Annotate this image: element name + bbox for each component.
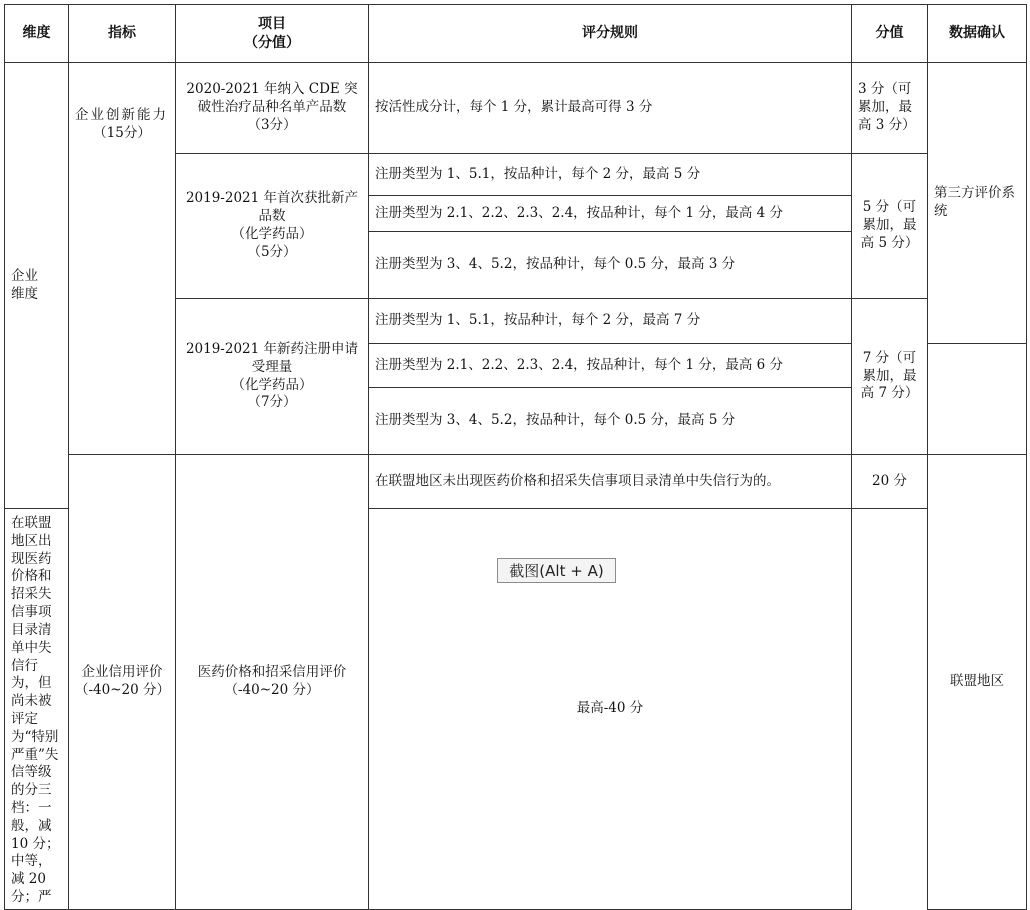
score-registration: 7 分（可累加，最高 7 分） — [852, 299, 928, 455]
table-row — [5, 63, 1027, 154]
score-credit-2: 最高-40 分 — [369, 509, 852, 910]
credit-score-label: （-40~20 分） — [75, 681, 171, 698]
rule-new-approval-1: 注册类型为 1、5.1，按品种计，每个 2 分，最高 5 分 — [369, 154, 852, 196]
score-new-approval: 5 分（可累加，最高 5 分） — [852, 154, 928, 299]
rule-registration-1: 注册类型为 1、5.1，按品种计，每个 2 分，最高 7 分 — [369, 299, 852, 344]
rule-registration-2: 注册类型为 2.1、2.2、2.3、2.4，按品种计，每个 1 分，最高 6 分 — [369, 344, 852, 388]
header-row — [5, 5, 1027, 63]
score-credit-1: 20 分 — [852, 455, 928, 509]
item-credit — [176, 455, 369, 910]
data-source-credit: 联盟地区 — [928, 455, 1027, 910]
rule-credit-1: 在联盟地区未出现医药价格和招采失信事项目录清单中失信行为的。 — [369, 455, 852, 509]
header-dimension: 维度 — [5, 5, 69, 63]
data-source-innovation: 第三方评价系统 — [928, 63, 1027, 344]
item-new-approval — [176, 154, 369, 299]
credit-item-label: 医药价格和招采信用评价 — [197, 664, 347, 681]
header-item-label: 项目 — [258, 16, 286, 33]
innovation-label: 企业创新能力 — [75, 107, 168, 123]
table-row — [5, 455, 1027, 509]
rule-registration-3: 注册类型为 3、4、5.2，按品种计，每个 0.5 分，最高 5 分 — [369, 388, 852, 455]
dimension-label: 企业维度 — [11, 267, 38, 302]
data-source-blank — [928, 344, 1027, 455]
new-approval-item-label: 2019-2021 年首次获批新产品数 — [185, 190, 359, 225]
screenshot-tooltip: 截图(Alt + A) — [497, 558, 616, 583]
indicator-credit — [69, 455, 176, 910]
cde-item-label: 2020-2021 年纳入 CDE 突破性治疗品种名单产品数 — [186, 81, 358, 116]
header-item — [176, 5, 369, 63]
rule-new-approval-2: 注册类型为 2.1、2.2、2.3、2.4，按品种计，每个 1 分，最高 4 分 — [369, 196, 852, 232]
rule-new-approval-3: 注册类型为 3、4、5.2，按品种计，每个 0.5 分，最高 3 分 — [369, 232, 852, 299]
item-cde — [176, 63, 369, 154]
registration-item-score: （7分） — [247, 394, 297, 411]
registration-item-type: （化学药品） — [231, 376, 313, 393]
score-cde: 3 分（可累加，最高 3 分） — [852, 63, 928, 154]
header-indicator: 指标 — [69, 5, 176, 63]
header-data-source: 数据确认 — [928, 5, 1027, 63]
new-approval-item-type: （化学药品） — [231, 226, 313, 242]
scoring-table — [4, 4, 1027, 910]
rule-cde: 按活性成分计，每个 1 分，累计最高可得 3 分 — [369, 63, 852, 154]
cde-item-score: （3分） — [247, 116, 297, 133]
header-rule: 评分规则 — [369, 5, 852, 63]
header-score: 分值 — [852, 5, 928, 63]
credit-item-score: （-40~20 分） — [224, 681, 320, 698]
credit-label: 企业信用评价 — [81, 664, 163, 681]
innovation-score-label: （15分） — [93, 124, 151, 141]
dimension-cell — [5, 63, 69, 509]
item-registration — [176, 299, 369, 455]
header-item-sub: （分值） — [244, 34, 300, 51]
registration-item-label: 2019-2021 年新药注册申请受理量 — [185, 340, 359, 375]
new-approval-item-score: （5分） — [247, 243, 297, 260]
indicator-innovation — [69, 63, 176, 455]
rule-credit-2: 在联盟地区出现医药价格和招采失信事项目录清单中失信行为，但尚未被评定为“特别严重”失信等级的分三档：一般，减 10 分；中等，减 20 分；严 — [5, 509, 69, 910]
